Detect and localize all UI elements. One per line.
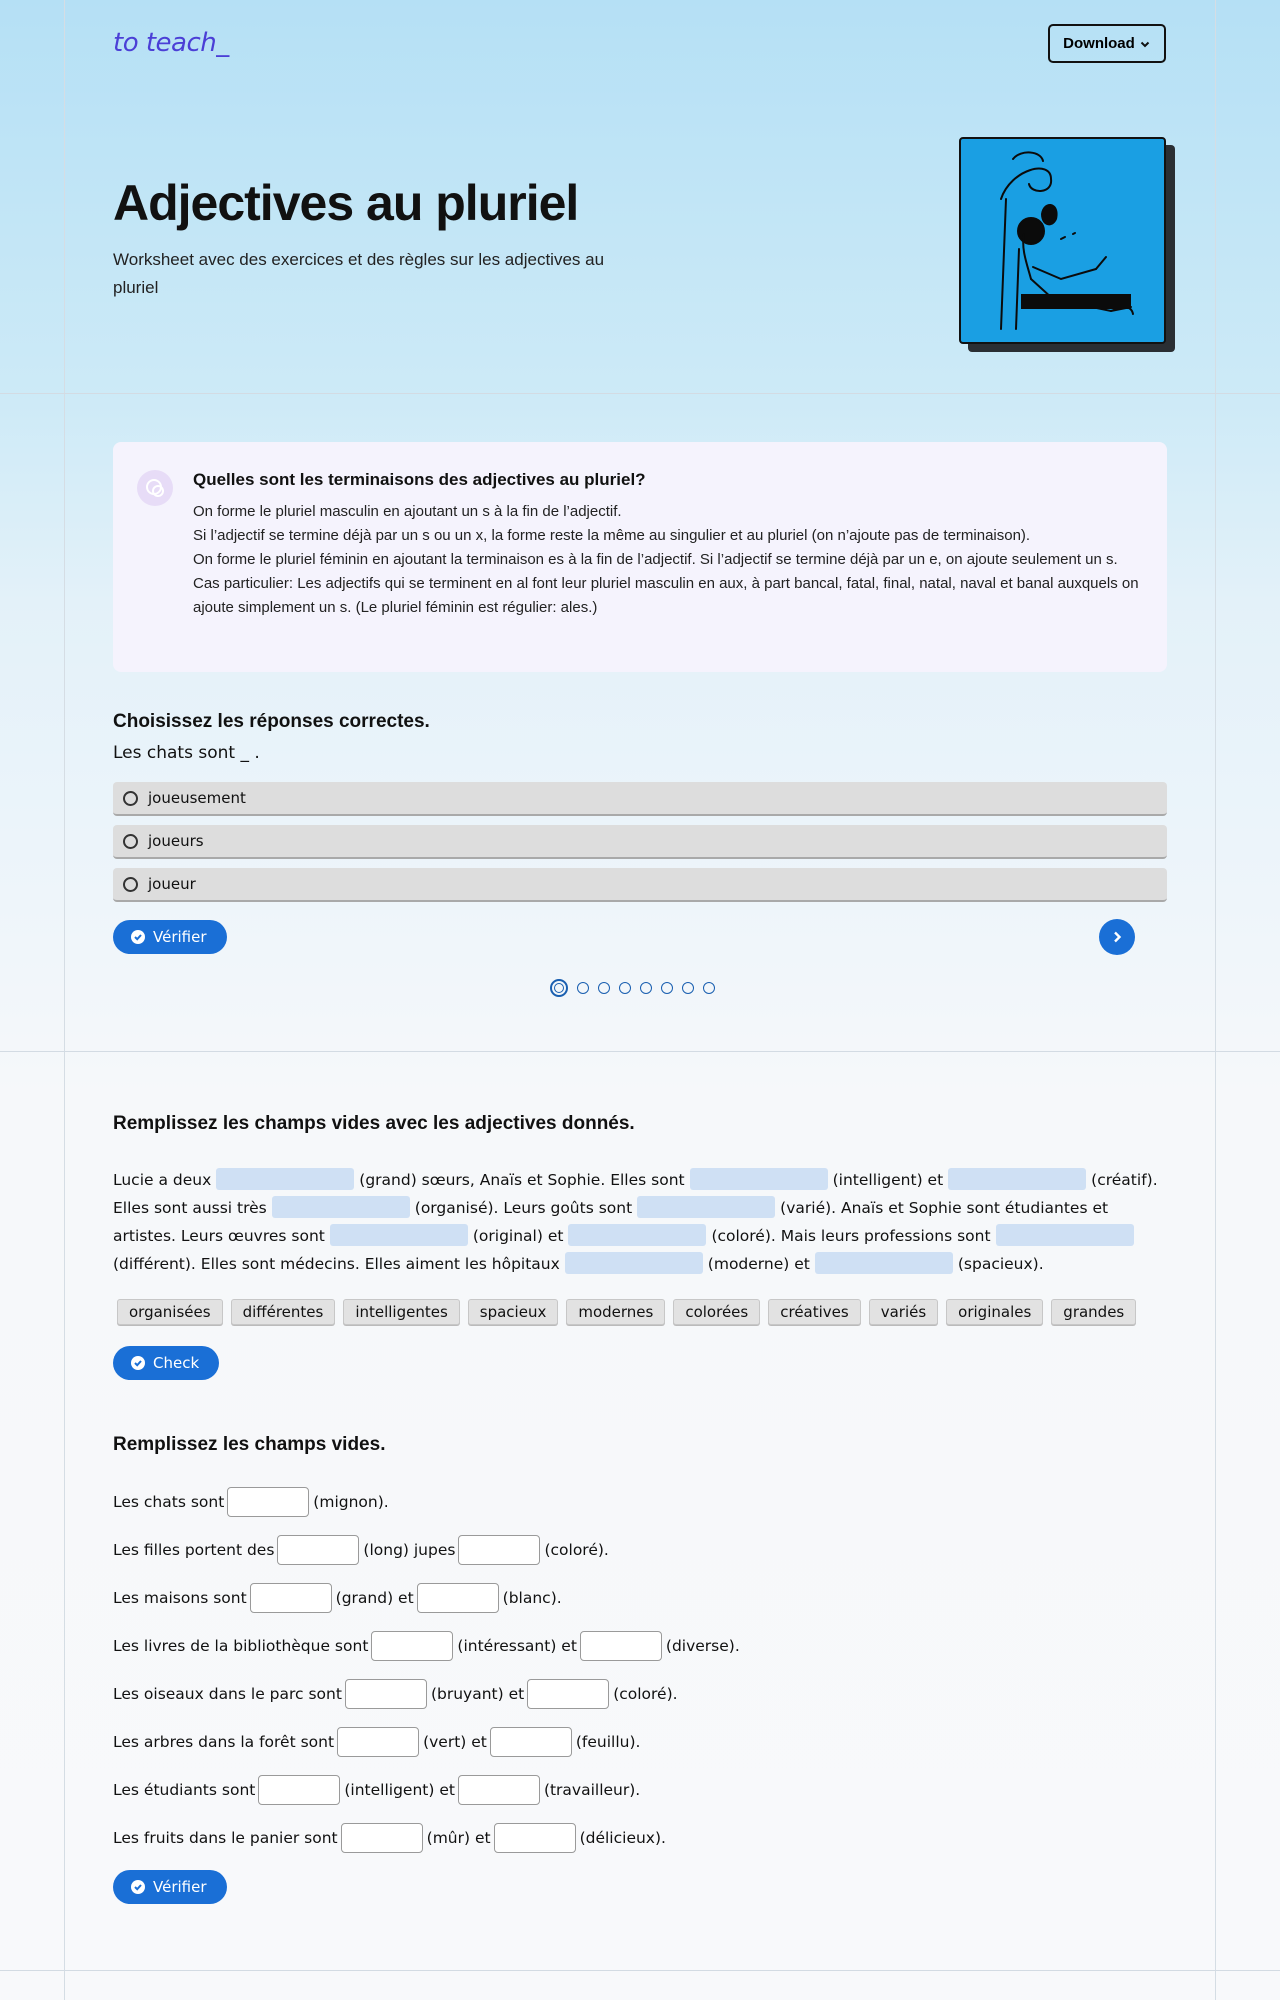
- person-with-laptop-illustration: [961, 139, 1166, 344]
- row-text: (feuillu).: [575, 1733, 641, 1751]
- word-chip[interactable]: organisées: [117, 1299, 223, 1325]
- row-text: (travailleur).: [543, 1781, 641, 1799]
- check-circle-icon: [131, 1356, 145, 1370]
- drop-blank[interactable]: [996, 1224, 1134, 1246]
- drop-blank[interactable]: [690, 1168, 828, 1190]
- text-segment: (spacieux).: [957, 1255, 1044, 1273]
- pagination-dot-5[interactable]: [640, 982, 652, 994]
- option-label: joueur: [148, 875, 196, 893]
- row-text: (mignon).: [313, 1493, 389, 1511]
- next-question-button[interactable]: [1099, 919, 1135, 955]
- check-label: Check: [153, 1354, 200, 1372]
- drop-blank[interactable]: [216, 1168, 354, 1190]
- row-text: Les chats sont: [113, 1493, 225, 1511]
- row-text: Les arbres dans la forêt sont: [113, 1733, 335, 1751]
- answer-input[interactable]: [417, 1583, 499, 1613]
- word-chip[interactable]: modernes: [566, 1299, 665, 1325]
- row-text: (intéressant) et: [457, 1637, 577, 1655]
- quiz-title: Choisissez les réponses correctes.: [113, 711, 430, 732]
- chat-bubble-icon: [137, 470, 173, 506]
- rule-line: On forme le pluriel masculin en ajoutant un s à la fin de l’adjectif.: [193, 503, 622, 520]
- pagination-dot-4[interactable]: [619, 982, 631, 994]
- pagination-dot-8[interactable]: [703, 982, 715, 994]
- answer-input[interactable]: [458, 1775, 540, 1805]
- answer-input[interactable]: [258, 1775, 340, 1805]
- quiz-question: Les chats sont _ .: [113, 743, 260, 763]
- logo[interactable]: to teach_: [113, 28, 229, 58]
- option-label: joueusement: [148, 789, 246, 807]
- answer-input[interactable]: [490, 1727, 572, 1757]
- section-divider: [0, 393, 1280, 394]
- text-segment: (intelligent) et: [832, 1171, 944, 1189]
- grammar-rule-box: [113, 442, 1167, 672]
- row-text: Les maisons sont: [113, 1589, 247, 1607]
- row-text: (diverse).: [665, 1637, 740, 1655]
- row-text: (délicieux).: [579, 1829, 666, 1847]
- pagination-dot-7[interactable]: [682, 982, 694, 994]
- row-text: (coloré).: [544, 1541, 609, 1559]
- check-circle-icon: [131, 930, 145, 944]
- row-text: (bruyant) et: [430, 1685, 525, 1703]
- check-circle-icon: [131, 1880, 145, 1894]
- verify-label: Vérifier: [153, 1878, 207, 1896]
- rule-text: [193, 500, 1148, 620]
- exercise-row: [113, 1823, 666, 1853]
- row-text: Les oiseaux dans le parc sont: [113, 1685, 342, 1703]
- word-chip[interactable]: variés: [869, 1299, 938, 1325]
- pagination-dot-2[interactable]: [577, 982, 589, 994]
- radio-button[interactable]: [123, 791, 138, 806]
- check-button[interactable]: [113, 1346, 219, 1380]
- row-text: (long) jupes: [363, 1541, 456, 1559]
- answer-option[interactable]: [113, 825, 1167, 859]
- text-segment: (organisé). Leurs goûts sont: [414, 1199, 633, 1217]
- grid-line: [64, 0, 65, 2000]
- verify-button[interactable]: [113, 920, 227, 954]
- fill1-paragraph: [113, 1166, 1173, 1278]
- word-chip[interactable]: colorées: [673, 1299, 760, 1325]
- answer-input[interactable]: [250, 1583, 332, 1613]
- question-pagination: [550, 979, 715, 997]
- pagination-dot-3[interactable]: [598, 982, 610, 994]
- verify-button-2[interactable]: [113, 1870, 227, 1904]
- page-title: Adjectives au pluriel: [113, 175, 579, 231]
- drop-blank[interactable]: [272, 1196, 410, 1218]
- section-divider: [0, 1051, 1280, 1052]
- radio-button[interactable]: [123, 877, 138, 892]
- word-chip[interactable]: originales: [946, 1299, 1043, 1325]
- answer-input[interactable]: [580, 1631, 662, 1661]
- exercise-row: [113, 1535, 609, 1565]
- drop-blank[interactable]: [565, 1252, 703, 1274]
- exercise-row: [113, 1679, 678, 1709]
- row-text: Les fruits dans le panier sont: [113, 1829, 338, 1847]
- exercise-row: [113, 1631, 740, 1661]
- chevron-right-icon: [1110, 930, 1124, 944]
- answer-input[interactable]: [527, 1679, 609, 1709]
- verify-label: Vérifier: [153, 928, 207, 946]
- answer-input[interactable]: [277, 1535, 359, 1565]
- word-chip[interactable]: spacieux: [468, 1299, 559, 1325]
- drop-blank[interactable]: [948, 1168, 1086, 1190]
- rule-title: Quelles sont les terminaisons des adjectives au pluriel?: [193, 470, 646, 489]
- word-chip[interactable]: différentes: [231, 1299, 336, 1325]
- download-button[interactable]: [1048, 24, 1166, 63]
- text-segment: Lucie a deux: [113, 1171, 212, 1189]
- exercise-row: [113, 1727, 640, 1757]
- word-bank: [117, 1299, 1136, 1325]
- row-text: (mûr) et: [426, 1829, 491, 1847]
- text-segment: (créatif). Elles sont aussi très: [113, 1171, 1158, 1217]
- text-segment: (grand) sœurs, Anaïs et Sophie. Elles sont: [359, 1171, 685, 1189]
- rule-line: On forme le pluriel féminin en ajoutant la terminaison es à la fin de l’adjectif. Si l’adjectif se termine déjà par un e, on ajoute seulement un s.: [193, 551, 1118, 568]
- option-label: joueurs: [148, 832, 204, 850]
- drop-blank[interactable]: [330, 1224, 468, 1246]
- row-text: (coloré).: [613, 1685, 678, 1703]
- row-text: (intelligent) et: [344, 1781, 455, 1799]
- radio-button[interactable]: [123, 834, 138, 849]
- row-text: (blanc).: [502, 1589, 562, 1607]
- answer-input[interactable]: [371, 1631, 453, 1661]
- pagination-dot-1[interactable]: [550, 979, 568, 997]
- hero-illustration: [959, 137, 1166, 344]
- exercise-row: [113, 1487, 389, 1517]
- chevron-down-icon: [1139, 38, 1151, 50]
- answer-option[interactable]: [113, 782, 1167, 816]
- fill2-title: Remplissez les champs vides.: [113, 1434, 386, 1455]
- page-subtitle: Worksheet avec des exercices et des règles sur les adjectives au pluriel: [113, 250, 605, 297]
- drop-blank[interactable]: [815, 1252, 953, 1274]
- text-segment: (original) et: [472, 1227, 564, 1245]
- download-label: Download: [1063, 35, 1135, 52]
- text-segment: (coloré). Mais leurs professions sont: [711, 1227, 991, 1245]
- answer-option[interactable]: [113, 868, 1167, 902]
- rule-line: Si l’adjectif se termine déjà par un s ou un x, la forme reste la même au singulier et au pluriel (on n’ajoute pas de terminaison).: [193, 527, 1031, 544]
- row-text: (grand) et: [335, 1589, 414, 1607]
- word-chip[interactable]: intelligentes: [343, 1299, 459, 1325]
- exercise-row: [113, 1583, 562, 1613]
- row-text: Les filles portent des: [113, 1541, 275, 1559]
- exercise-row: [113, 1775, 640, 1805]
- row-text: (vert) et: [423, 1733, 487, 1751]
- answer-input[interactable]: [227, 1487, 309, 1517]
- word-chip[interactable]: grandes: [1051, 1299, 1136, 1325]
- row-text: Les étudiants sont: [113, 1781, 256, 1799]
- answer-input[interactable]: [458, 1535, 540, 1565]
- fill1-title: Remplissez les champs vides avec les adjectives donnés.: [113, 1113, 635, 1134]
- section-divider: [0, 1970, 1280, 1971]
- row-text: Les livres de la bibliothèque sont: [113, 1637, 369, 1655]
- answer-input[interactable]: [494, 1823, 576, 1853]
- grid-line: [1215, 0, 1216, 2000]
- answer-input[interactable]: [337, 1727, 419, 1757]
- text-segment: (différent). Elles sont médecins. Elles aiment les hôpitaux: [113, 1255, 560, 1273]
- drop-blank[interactable]: [568, 1224, 706, 1246]
- rule-line: Cas particulier: Les adjectifs qui se terminent en al font leur pluriel masculin en aux, à part bancal, fatal, final, natal, naval et banal auxquels on ajoute simplement un s. (Le pluriel féminin est régulier: ales.): [193, 575, 1139, 616]
- text-segment: (varié). Anaïs et Sophie sont étudiantes et artistes. Leurs œuvres sont: [113, 1199, 1109, 1245]
- answer-input[interactable]: [345, 1679, 427, 1709]
- text-segment: (moderne) et: [707, 1255, 810, 1273]
- answer-input[interactable]: [341, 1823, 423, 1853]
- drop-blank[interactable]: [637, 1196, 775, 1218]
- word-chip[interactable]: créatives: [768, 1299, 860, 1325]
- pagination-dot-6[interactable]: [661, 982, 673, 994]
